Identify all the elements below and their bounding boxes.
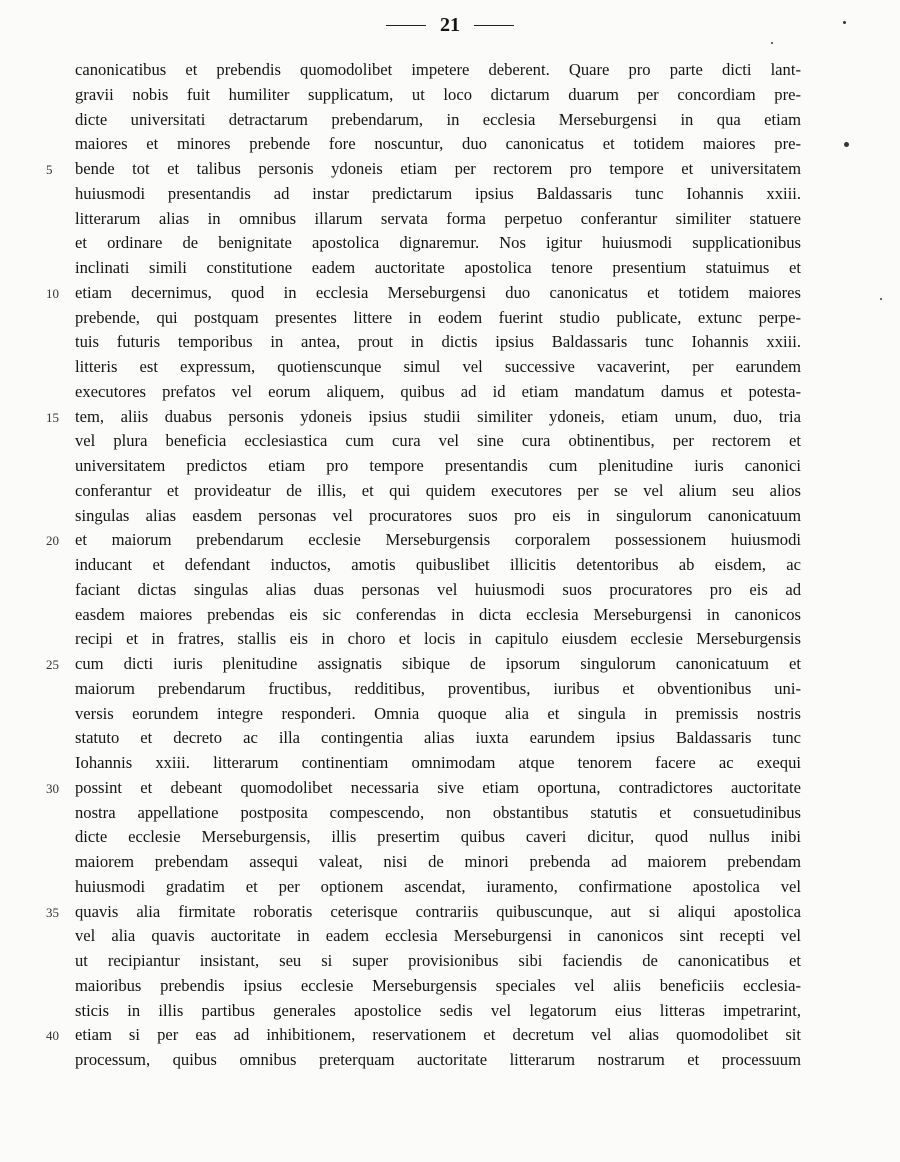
line-text: prebende, qui postquam presentes littere in eodem fuerint studio publicate, extunc perpe-: [75, 307, 801, 327]
line-text: nostra appellatione postposita compescendo, non obstantibus statutis et consuetudinibus: [75, 802, 801, 822]
text-line: [75, 83, 801, 108]
line-text: versis eorundem integre responderi. Omnia quoque alia et singula in premissis nostris: [75, 703, 801, 723]
line-text: faciant dictas singulas alias duas personas vel huiusmodi suos procuratores pro eis ad: [75, 579, 801, 599]
text-line: [75, 231, 801, 256]
text-line: [75, 999, 801, 1024]
text-line: [46, 281, 801, 306]
line-number: 40: [46, 1028, 59, 1044]
line-text: cum dicti iuris plenitudine assignatis sibique de ipsorum singulorum canonicatuum et: [75, 654, 801, 673]
body-text: [46, 58, 801, 1073]
text-line: [75, 801, 801, 826]
page-number: 21: [440, 14, 460, 36]
line-number: 25: [46, 657, 59, 672]
line-text: litterarum alias in omnibus illarum servata forma perpetuo conferantur similiter statuere: [75, 208, 801, 228]
line-text: etiam si per eas ad inhibitionem, reservationem et decretum vel alias quomodolibet sit: [75, 1025, 801, 1045]
scan-speck: [843, 21, 846, 24]
text-line: [75, 429, 801, 454]
text-line: [75, 256, 801, 281]
scan-speck: [771, 42, 773, 44]
line-number: 5: [46, 162, 53, 177]
line-text: dicte ecclesie Merseburgensis, illis presertim quibus caveri dicitur, quod nullus inibi: [75, 827, 801, 847]
line-text: vel alia quavis auctoritate in eadem ecclesia Merseburgensi in canonicos sint recepti vel: [75, 926, 801, 946]
text-line: [75, 702, 801, 727]
text-line: [75, 207, 801, 232]
line-text: conferantur et provideatur de illis, et qui quidem executores per se vel alium seu alios: [75, 480, 801, 500]
line-text: maiorem prebendam assequi valeat, nisi de minori prebenda ad maiorem prebendam: [75, 852, 801, 871]
line-text: bende tot et talibus personis ydoneis etiam per rectorem pro tempore et universitatem: [75, 159, 801, 178]
line-text: huiusmodi presentandis ad instar predictarum ipsius Baldassaris tunc Iohannis xxiii.: [75, 183, 801, 203]
line-text: universitatem predictos etiam pro tempore presentandis cum plenitudine iuris canonici: [75, 456, 801, 475]
line-text: maiorum prebendarum fructibus, redditibus, proventibus, iuribus et obventionibus uni-: [75, 678, 801, 698]
line-number: 35: [46, 904, 59, 920]
text-line: [75, 875, 801, 900]
line-text: quavis alia firmitate roboratis ceterisque contrariis quibuscunque, aut si aliqui apostolica: [75, 901, 801, 921]
text-line: [46, 157, 801, 182]
text-line: [46, 1023, 801, 1048]
text-line: [75, 751, 801, 776]
line-text: etiam decernimus, quod in ecclesia Merseburgensi duo canonicatus et totidem maiores: [75, 282, 801, 302]
text-line: [46, 528, 801, 553]
line-text: singulas alias easdem personas vel procuratores suos pro eis in singulorum canonicatuum: [75, 505, 801, 525]
header-left-rule: [386, 25, 426, 26]
text-line: [75, 306, 801, 331]
text-line: [75, 58, 801, 83]
line-text: et ordinare de benignitate apostolica dignaremur. Nos igitur huiusmodi supplicationibus: [75, 233, 801, 253]
text-line: [75, 627, 801, 652]
line-text: inclinati simili constitutione eadem auctoritate apostolica tenore presentium statuimus et: [75, 258, 801, 277]
text-line: [75, 924, 801, 949]
line-text: vel plura beneficia ecclesiastica cum cura vel sine cura obtinentibus, per rectorem et: [75, 431, 801, 451]
text-line: [75, 182, 801, 207]
line-text: recipi et in fratres, stallis eis in choro et locis in capitulo eiusdem ecclesie Merseburgensis: [75, 629, 801, 649]
text-line: [75, 454, 801, 479]
text-line: [75, 479, 801, 504]
line-text: tem, aliis duabus personis ydoneis ipsius studii similiter ydoneis, etiam unum, duo, tria: [75, 406, 801, 426]
text-line: [75, 504, 801, 529]
text-line: [75, 108, 801, 133]
line-text: canonicatibus et prebendis quomodolibet impetere deberent. Quare pro parte dicti lant-: [75, 60, 801, 79]
text-line: [75, 949, 801, 974]
line-number: 10: [46, 285, 59, 301]
text-line: [75, 974, 801, 999]
line-number: 15: [46, 409, 59, 425]
text-line: [75, 603, 801, 628]
text-line: [75, 578, 801, 603]
line-number: 30: [46, 780, 59, 796]
page-header: [0, 14, 900, 37]
line-text: huiusmodi gradatim et per optionem ascendat, iuramento, confirmatione apostolica vel: [75, 876, 801, 896]
line-text: statuto et decreto ac illa contingentia alias iuxta earundem ipsius Baldassaris tunc: [75, 728, 801, 748]
scan-speck: [844, 142, 849, 147]
text-line: [75, 850, 801, 875]
text-line: [75, 1048, 801, 1073]
line-text: et maiorum prebendarum ecclesie Merseburgensis corporalem possessionem huiusmodi: [75, 530, 801, 550]
line-number: 20: [46, 533, 59, 549]
text-line: [75, 132, 801, 157]
line-text: Iohannis xxiii. litterarum continentiam omnimodam atque tenorem facere ac exequi: [75, 753, 801, 772]
line-text: executores prefatos vel eorum aliquem, quibus ad id etiam mandatum damus et potesta-: [75, 381, 801, 401]
line-text: easdem maiores prebendas eis sic conferendas in dicta ecclesia Merseburgensi in canonicos: [75, 604, 801, 624]
header-right-rule: [474, 25, 514, 26]
line-text: dicte universitati detractarum prebendarum, in ecclesia Merseburgensi in qua etiam: [75, 109, 801, 129]
scan-speck: [880, 298, 882, 300]
line-text: possint et debeant quomodolibet necessaria sive etiam oportuna, contradictores auctoritate: [75, 777, 801, 797]
text-line: [75, 677, 801, 702]
text-line: [75, 355, 801, 380]
text-line: [46, 776, 801, 801]
text-line: [46, 405, 801, 430]
line-text: processum, quibus omnibus preterquam auctoritate litterarum nostrarum et processuum: [75, 1050, 801, 1069]
line-text: inducant et defendant inductos, amotis quibuslibet illicitis detentoribus ab eisdem, ac: [75, 555, 801, 574]
line-text: maiores et minores prebende fore noscuntur, duo canonicatus et totidem maiores pre-: [75, 134, 801, 154]
line-text: gravii nobis fuit humiliter supplicatum, ut loco dictarum duarum per concordiam pre-: [75, 84, 801, 104]
text-line: [75, 726, 801, 751]
line-text: ut recipiantur insistant, seu si super provisionibus sibi faciendis de canonicatibus et: [75, 951, 801, 970]
line-text: sticis in illis partibus generales apostolice sedis vel legatorum eius litteras impetrarint,: [75, 1000, 801, 1020]
line-text: litteris est expressum, quotienscunque simul vel successive vacaverint, per earundem: [75, 357, 801, 376]
text-line: [46, 900, 801, 925]
line-text: maioribus prebendis ipsius ecclesie Merseburgensis speciales vel aliis beneficiis ecclesia-: [75, 975, 801, 995]
text-line: [75, 553, 801, 578]
text-line: [75, 825, 801, 850]
text-line: [46, 652, 801, 677]
text-line: [75, 380, 801, 405]
text-line: [75, 330, 801, 355]
line-text: tuis futuris temporibus in antea, prout in dictis ipsius Baldassaris tunc Iohannis xxiii.: [75, 332, 801, 352]
